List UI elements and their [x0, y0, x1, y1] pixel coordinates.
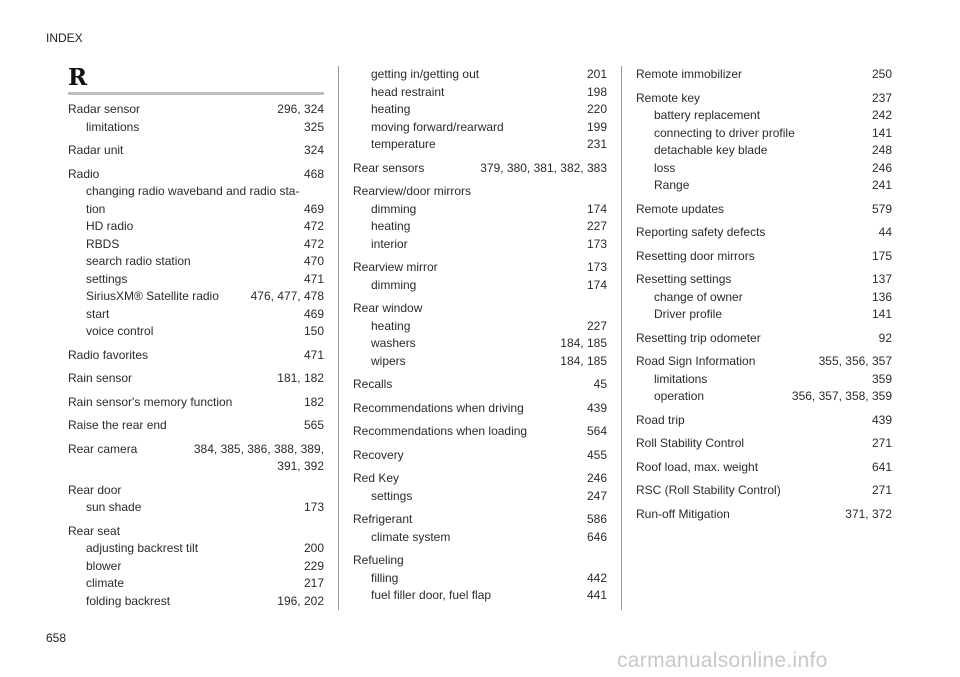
index-entry[interactable]: [636, 66, 892, 84]
page-number: 658: [46, 631, 67, 645]
entry-pages[interactable]: 439: [871, 412, 892, 427]
entry-label: Road trip: [636, 412, 685, 427]
index-entry[interactable]: [636, 506, 892, 524]
entry-label: loss: [654, 160, 676, 175]
index-entry-group: [636, 90, 892, 195]
entry-pages[interactable]: 201: [586, 67, 607, 81]
index-entry[interactable]: [68, 441, 324, 459]
entry-pages[interactable]: 229: [303, 558, 324, 573]
index-entry-group: [68, 441, 324, 476]
entry-label: getting in/getting out: [371, 67, 480, 81]
index-entry-group: [353, 400, 607, 418]
index-subentry[interactable]: [68, 119, 324, 137]
entry-label: Rear door: [68, 482, 122, 497]
entry-label: Roll Stability Control: [636, 436, 745, 450]
entry-label: washers: [371, 336, 416, 350]
entry-pages[interactable]: 241: [871, 178, 892, 192]
entry-label: Radio favorites: [68, 347, 149, 362]
entry-label: Remote key: [636, 90, 701, 105]
index-subentry[interactable]: [68, 201, 324, 219]
index-entry-group: [68, 417, 324, 435]
entry-pages[interactable]: 196, 202: [277, 593, 324, 608]
entry-pages[interactable]: 246: [871, 160, 892, 175]
index-column-1: [68, 66, 324, 616]
entry-label: battery replacement: [654, 108, 761, 122]
entry-pages[interactable]: 565: [303, 418, 324, 432]
index-subentry[interactable]: [68, 218, 324, 236]
entry-label: Resetting settings: [636, 272, 732, 286]
entry-label: Raise the rear end: [68, 418, 167, 432]
entry-pages[interactable]: 136: [871, 289, 892, 304]
entry-pages[interactable]: 469: [303, 306, 324, 321]
entry-pages[interactable]: 579: [871, 201, 892, 216]
entry-pages[interactable]: 182: [303, 394, 324, 409]
entry-label: Roof load, max. weight: [636, 459, 759, 474]
entry-label: start: [86, 306, 110, 321]
index-entry-group: [68, 166, 324, 341]
entry-pages[interactable]: 184, 185: [560, 336, 607, 350]
index-subentry[interactable]: [353, 335, 607, 353]
index-subentry[interactable]: [636, 388, 892, 406]
index-entry[interactable]: [68, 417, 324, 435]
index-subentry[interactable]: [68, 540, 324, 558]
index-entry-group: [68, 523, 324, 611]
index-subentry[interactable]: [636, 160, 892, 178]
entry-label: voice control: [86, 324, 154, 338]
entry-pages[interactable]: 455: [586, 447, 607, 462]
index-subentry[interactable]: [68, 236, 324, 254]
index-subentry[interactable]: [353, 587, 607, 605]
index-column-2: [353, 66, 607, 611]
entry-pages[interactable]: 271: [871, 436, 892, 450]
index-entry: [68, 482, 324, 500]
entry-label: Rear camera: [68, 441, 138, 456]
entry-label: connecting to driver profile: [654, 125, 795, 140]
entry-label: heating: [371, 102, 411, 116]
index-entry[interactable]: [353, 376, 607, 394]
index-entry-group: [636, 66, 892, 84]
entry-pages[interactable]: 217: [303, 576, 324, 590]
index-subentry[interactable]: [636, 107, 892, 125]
entry-label: search radio station: [86, 254, 191, 268]
entry-pages[interactable]: 564: [586, 424, 607, 438]
column-divider: [338, 66, 339, 610]
entry-label: SiriusXM® Satellite radio: [86, 289, 219, 303]
entry-pages[interactable]: 227: [586, 318, 607, 333]
index-subentry[interactable]: [353, 236, 607, 254]
index-entry: [353, 183, 607, 201]
index-subentry[interactable]: [636, 177, 892, 195]
entry-label: Rear window: [353, 301, 423, 315]
entry-label: operation: [654, 389, 705, 403]
index-subentry[interactable]: [353, 570, 607, 588]
watermark: carmanualsonline.info: [617, 649, 828, 672]
index-subentry[interactable]: [68, 593, 324, 611]
index-subentry[interactable]: [68, 306, 324, 324]
index-entry-group: [68, 394, 324, 412]
entry-label: Radar unit: [68, 143, 124, 157]
index-entry[interactable]: [353, 511, 607, 529]
entry-pages[interactable]: 439: [586, 400, 607, 415]
index-entry-group: [68, 347, 324, 365]
entry-pages[interactable]: 174: [586, 201, 607, 216]
index-entry[interactable]: [68, 347, 324, 365]
entry-label: RSC (Roll Stability Control): [636, 483, 781, 497]
entry-pages[interactable]: 237: [871, 90, 892, 105]
entry-pages[interactable]: 198: [586, 84, 607, 99]
index-subentry[interactable]: [353, 488, 607, 506]
entry-pages[interactable]: 646: [586, 529, 607, 544]
entry-label: head restraint: [371, 84, 445, 99]
index-entry[interactable]: [68, 370, 324, 388]
index-entry-group: [68, 482, 324, 517]
entry-pages[interactable]: 468: [303, 166, 324, 181]
index-entry-group: [353, 552, 607, 605]
entry-pages[interactable]: 92: [878, 330, 892, 345]
index-subentry[interactable]: [68, 288, 324, 306]
index-entry[interactable]: [353, 423, 607, 441]
entry-label: change of owner: [654, 289, 743, 304]
entry-pages[interactable]: 248: [871, 143, 892, 157]
entry-label: moving forward/rearward: [371, 119, 504, 134]
entry-pages[interactable]: 246: [586, 471, 607, 485]
entry-pages[interactable]: 271: [871, 483, 892, 497]
entry-label: heating: [371, 318, 411, 333]
index-column-3: [636, 66, 892, 529]
entry-pages[interactable]: 141: [871, 125, 892, 140]
entry-pages[interactable]: 586: [586, 512, 607, 526]
index-entry-group: [353, 300, 607, 370]
index-entry-group: [636, 412, 892, 430]
entry-label: Refueling: [353, 553, 404, 567]
index-subentry[interactable]: [353, 84, 607, 102]
entry-label: Rear seat: [68, 523, 121, 538]
entry-label: Recommendations when loading: [353, 424, 528, 438]
index-entry-group: [353, 423, 607, 441]
index-entry: [353, 552, 607, 570]
entry-pages[interactable]: 384, 385, 386, 388, 389,: [193, 441, 324, 456]
index-subentry[interactable]: [353, 119, 607, 137]
entry-label: adjusting backrest tilt: [86, 541, 199, 555]
index-subentry[interactable]: [353, 353, 607, 371]
entry-label: Resetting trip odometer: [636, 330, 761, 345]
index-subentry[interactable]: [353, 529, 607, 547]
entry-label: blower: [86, 558, 122, 573]
entry-label: RBDS: [86, 236, 120, 251]
index-entry-group: [636, 459, 892, 477]
index-entry[interactable]: [353, 400, 607, 418]
index-subentry[interactable]: [68, 558, 324, 576]
index-entry[interactable]: [353, 447, 607, 465]
entry-pages[interactable]: 227: [586, 219, 607, 233]
entry-label: interior: [371, 236, 408, 251]
index-entry-group: [353, 470, 607, 505]
entry-label: Radar sensor: [68, 102, 141, 116]
index-entry[interactable]: [353, 470, 607, 488]
entry-pages[interactable]: 470: [303, 254, 324, 268]
index-entry[interactable]: [636, 482, 892, 500]
entry-pages[interactable]: 184, 185: [560, 353, 607, 368]
index-entry[interactable]: [636, 459, 892, 477]
entry-pages[interactable]: 174: [586, 277, 607, 292]
running-header: INDEX: [46, 31, 83, 45]
index-entry[interactable]: [636, 330, 892, 348]
index-subentry[interactable]: [68, 323, 324, 341]
index-entry-group: [353, 447, 607, 465]
index-entry-group: [353, 183, 607, 253]
index-entry-group: [636, 201, 892, 219]
entry-pages[interactable]: 641: [871, 459, 892, 474]
entry-label: Remote immobilizer: [636, 67, 743, 81]
entry-label: Radio: [68, 166, 100, 181]
entry-pages[interactable]: 141: [871, 307, 892, 321]
index-entry-group: [353, 160, 607, 178]
entry-pages[interactable]: 199: [586, 119, 607, 134]
entry-pages[interactable]: 476, 477, 478: [250, 289, 324, 303]
index-subentry[interactable]: [68, 253, 324, 271]
entry-pages[interactable]: 471: [303, 271, 324, 286]
entry-pages[interactable]: 220: [586, 102, 607, 116]
index-entry[interactable]: [636, 353, 892, 371]
entry-label: folding backrest: [86, 593, 171, 608]
entry-label: Rain sensor's memory function: [68, 394, 233, 409]
entry-label: Red Key: [353, 471, 400, 485]
index-subentry[interactable]: [68, 499, 324, 517]
index-entry-group: [68, 101, 324, 136]
index-subentry[interactable]: [636, 306, 892, 324]
index-subentry[interactable]: [636, 289, 892, 307]
index-entry-group: [353, 259, 607, 294]
entry-label: temperature: [371, 137, 436, 151]
index-entry-group: [636, 248, 892, 266]
index-entry[interactable]: [636, 271, 892, 289]
index-entry-group: [353, 66, 607, 154]
entry-pages[interactable]: 231: [586, 137, 607, 151]
entry-label: Range: [654, 178, 690, 192]
entry-label: fuel filler door, fuel flap: [371, 588, 492, 602]
entry-label: Road Sign Information: [636, 354, 756, 368]
entry-label: tion: [86, 201, 106, 216]
index-entry: [68, 523, 324, 541]
index-subentry[interactable]: [353, 218, 607, 236]
index-entry-group: [636, 435, 892, 453]
entry-pages-continued[interactable]: 391, 392: [277, 459, 324, 473]
index-entry-group: [68, 142, 324, 160]
index-entry-group: [636, 353, 892, 406]
section-rule: [68, 92, 324, 95]
entry-label: limitations: [86, 119, 140, 134]
entry-label: dimming: [371, 201, 417, 216]
index-entry[interactable]: [353, 160, 607, 178]
entry-pages[interactable]: 175: [871, 248, 892, 263]
entry-label: limitations: [654, 371, 708, 386]
index-entry-group: [68, 370, 324, 388]
index-subentry[interactable]: [353, 318, 607, 336]
entry-pages[interactable]: 471: [303, 347, 324, 362]
entry-label: Refrigerant: [353, 512, 413, 526]
entry-label: Recovery: [353, 447, 404, 462]
entry-label: Rearview/door mirrors: [353, 184, 472, 198]
entry-label: wipers: [371, 353, 406, 368]
index-entry[interactable]: [353, 259, 607, 277]
index-entry[interactable]: [636, 90, 892, 108]
index-entry: [353, 300, 607, 318]
entry-label: Run-off Mitigation: [636, 506, 730, 521]
entry-label: sun shade: [86, 500, 142, 514]
index-entry-group: [636, 271, 892, 324]
index-entry-group: [636, 482, 892, 500]
entry-label: filling: [371, 570, 399, 585]
entry-pages[interactable]: 173: [586, 260, 607, 274]
entry-label: Recommendations when driving: [353, 400, 524, 415]
index-entry[interactable]: [636, 201, 892, 219]
index-entry[interactable]: [636, 412, 892, 430]
entry-label: dimming: [371, 277, 417, 292]
index-subentry[interactable]: [68, 575, 324, 593]
index-entry[interactable]: [68, 394, 324, 412]
entry-pages[interactable]: 469: [303, 201, 324, 216]
entry-pages[interactable]: 296, 324: [277, 102, 324, 116]
index-entry-group: [353, 376, 607, 394]
entry-pages[interactable]: 242: [871, 108, 892, 122]
entry-pages[interactable]: 250: [871, 67, 892, 81]
entry-pages[interactable]: 442: [586, 570, 607, 585]
index-subentry[interactable]: [353, 66, 607, 84]
entry-label: settings: [86, 271, 128, 286]
index-entry[interactable]: [636, 248, 892, 266]
index-subentry[interactable]: [353, 201, 607, 219]
entry-pages[interactable]: 181, 182: [277, 371, 324, 385]
entry-pages[interactable]: 371, 372: [845, 506, 892, 521]
entry-label: climate: [86, 576, 125, 590]
entry-label: heating: [371, 219, 411, 233]
index-subentry[interactable]: [353, 136, 607, 154]
entry-label: Remote updates: [636, 201, 725, 216]
entry-pages[interactable]: 441: [586, 588, 607, 602]
index-entry-group: [636, 224, 892, 242]
index-subentry[interactable]: [353, 101, 607, 119]
entry-label: settings: [371, 488, 413, 503]
column-divider: [621, 66, 622, 610]
index-entry-group: [636, 506, 892, 524]
entry-pages[interactable]: 472: [303, 236, 324, 251]
index-entry[interactable]: [636, 224, 892, 242]
index-subentry[interactable]: [353, 277, 607, 295]
entry-pages[interactable]: 356, 357, 358, 359: [791, 389, 892, 403]
entry-pages[interactable]: 359: [871, 371, 892, 386]
index-entry[interactable]: [68, 101, 324, 119]
entry-label: Rearview mirror: [353, 260, 438, 274]
index-entry[interactable]: [636, 435, 892, 453]
entry-pages[interactable]: 325: [303, 119, 324, 134]
index-entry[interactable]: [68, 166, 324, 184]
index-entry-group: [353, 511, 607, 546]
entry-pages[interactable]: 44: [878, 225, 892, 239]
entry-label: Rear sensors: [353, 160, 425, 175]
index-entry-group: [636, 330, 892, 348]
index-entry[interactable]: [68, 142, 324, 160]
entry-pages[interactable]: 150: [303, 324, 324, 338]
entry-pages[interactable]: 173: [303, 500, 324, 514]
index-subentry[interactable]: [636, 371, 892, 389]
entry-pages[interactable]: 247: [586, 488, 607, 503]
entry-label: Resetting door mirrors: [636, 248, 755, 263]
entry-label: Recalls: [353, 377, 393, 391]
index-subentry[interactable]: [68, 271, 324, 289]
entry-pages[interactable]: 137: [871, 272, 892, 286]
entry-pages[interactable]: 324: [303, 143, 324, 157]
entry-pages[interactable]: 355, 356, 357: [818, 354, 892, 368]
index-subentry[interactable]: [636, 142, 892, 160]
entry-label: HD radio: [86, 219, 134, 233]
entry-label: climate system: [371, 529, 451, 544]
entry-pages[interactable]: 200: [303, 541, 324, 555]
entry-label: Driver profile: [654, 307, 723, 321]
entry-label: detachable key blade: [654, 143, 768, 157]
index-subentry-wrapped-text: changing radio waveband and radio sta-: [86, 184, 300, 198]
entry-pages[interactable]: 173: [586, 236, 607, 251]
index-subentry[interactable]: [636, 125, 892, 143]
section-letter: R: [68, 64, 88, 91]
entry-pages[interactable]: 45: [593, 377, 607, 391]
entry-label: Reporting safety defects: [636, 225, 766, 239]
entry-pages[interactable]: 379, 380, 381, 382, 383: [480, 160, 607, 175]
entry-label: Rain sensor: [68, 371, 133, 385]
entry-pages[interactable]: 472: [303, 219, 324, 233]
